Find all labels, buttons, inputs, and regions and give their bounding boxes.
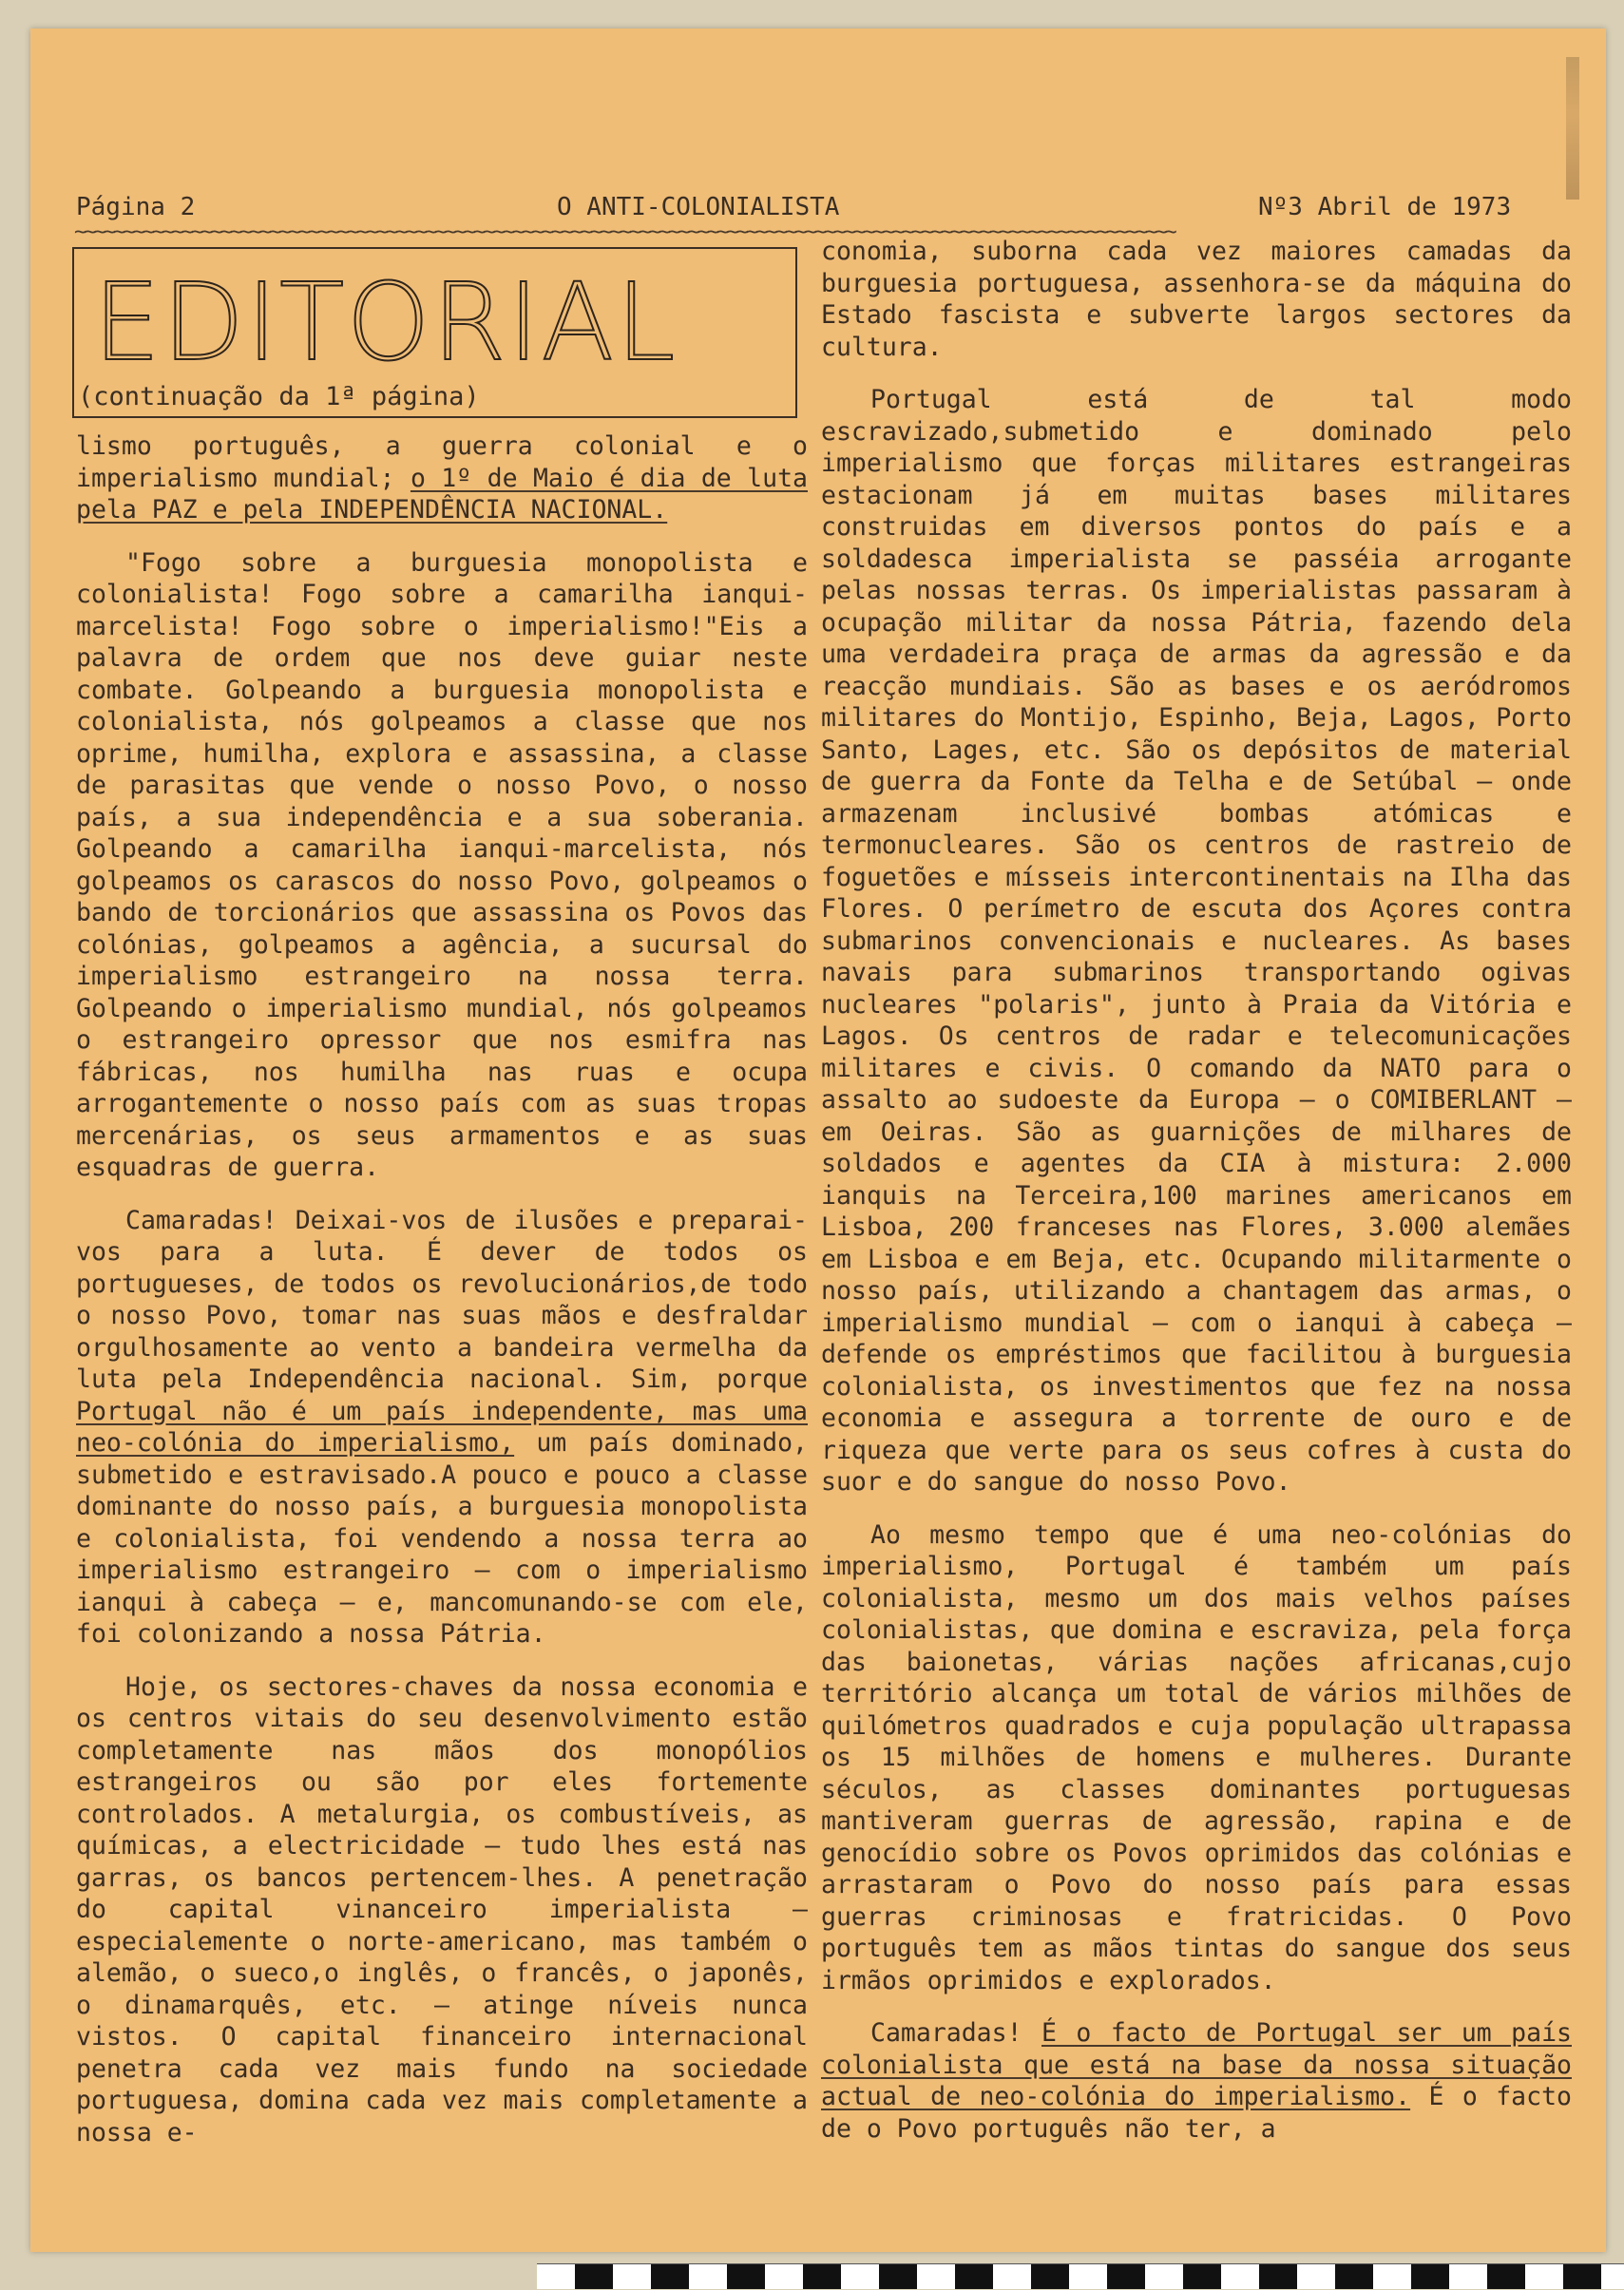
- editorial-title: EDITORIAL: [93, 261, 678, 385]
- paragraph-text: Ao mesmo tempo que é uma neo-colónias do imperialismo, Portugal é também um país colonialista, mesmo um dos mais velhos países colonialistas, que domina e escraviza, pela força das baionetas, várias nações africanas,cujo território alcança um total de vários milhões de quilómetros quadrados e cuja população ultrapassa os 15 milhões de homens e mulheres. Durante séculos, as classes dominantes portuguesas mantiveram guerras de agressão, rapina e de genocídio sobre os Povos oprimidos das colónias e arrastaram o Povo do nosso país para essas guerras criminosas e fratricidas. O Povo português tem as mãos tintas do sangue dos seus irmãos oprimidos e explorados.: [821, 1519, 1572, 1995]
- publication-title: O ANTI-COLONIALISTA: [557, 193, 840, 221]
- left-column: [76, 430, 808, 2169]
- paragraph-text: lismo português, a guerra colonial e o imperialismo mundial;: [76, 431, 808, 493]
- paragraph: [821, 384, 1572, 1498]
- paragraph: [76, 1205, 808, 1651]
- underlined-text: o 1º de Maio é dia de luta pela PAZ e pela INDEPENDÊNCIA NACIONAL.: [76, 463, 808, 525]
- paragraph: [821, 2017, 1572, 2145]
- paragraph-text: É o facto de o Povo português não ter, a: [821, 2082, 1573, 2144]
- scale-ruler: [537, 2263, 1624, 2289]
- paragraph-text: um país dominado, submetido e estravisado.A pouco e pouco a classe dominante do nosso país, a burguesia monopolista e colonialista, foi vendendo a nossa terra ao imperialismo estrangeiro — com o imperialismo ianqui à cabeça — e, mancomunando-se com ele, foi colonizando a nossa Pátria.: [76, 1428, 808, 1649]
- staple-mark: [1566, 57, 1579, 200]
- paragraph: [76, 1671, 808, 2149]
- paragraph-text: Hoje, os sectores-chaves da nossa economia e os centros vitais do seu desenvolvimento estão completamente nas mãos dos monopólios estrangeiros ou são por eles fortemente controlados. A metalurgia, os combustíveis, as químicas, a electricidade — tudo lhes está nas garras, os bancos pertencem-lhes. A penetração do capital vinanceiro imperialista — especialemente o norte-americano, mas também o alemão, o sueco,o inglês, o francês, o japonês, o dinamarquês, etc. — atinge níveis nunca vistos. O capital financeiro internacional penetra cada vez mais fundo na sociedade portuguesa, domina cada vez mais completamente a nossa e-: [76, 1671, 808, 2147]
- paragraph-text: "Fogo sobre a burguesia monopolista e colonialista! Fogo sobre a camarilha ianqui-marcelista! Fogo sobre o imperialismo!"Eis a palavra de ordem que nos deve guiar neste combate. Golpeando a burguesia monopolista e colonialista, nós golpeamos a classe que nos oprime, humilha, explora e assassina, a classe de parasitas que vende o nosso Povo, o nosso país, a sua independência e a sua soberania. Golpeando a camarilha ianqui-marcelista, nós golpeamos os carascos do nosso Povo, golpeamos o bando de torcionários que assassina os Povos das colónias, golpeamos a agência, a sucursal do imperialismo estrangeiro na nossa terra. Golpeando o imperialismo mundial, nós golpeamos o estrangeiro opressor que nos esmifra nas fábricas, nos humilha nas ruas e ocupa arrogantemente o nosso país com as suas tropas mercenárias, os seus armamentos e as suas esquadras de guerra.: [76, 547, 808, 1182]
- editorial-subtitle: (continuação da 1ª página): [78, 382, 480, 411]
- paragraph: [76, 547, 808, 1184]
- page-number: Página 2: [76, 193, 196, 221]
- paragraph: [76, 430, 808, 526]
- underlined-text: Portugal não é um país independente, mas uma neo-colónia do imperialismo,: [76, 1396, 808, 1458]
- paragraph-text: Camaradas!: [870, 2018, 1041, 2048]
- issue-date: Nº3 Abril de 1973: [1258, 193, 1512, 221]
- editorial-title-box: [72, 247, 797, 418]
- paragraph: [821, 1519, 1572, 1997]
- paragraph-text: conomia, suborna cada vez maiores camadas da burguesia portuguesa, assenhora-se da máquina do Estado fascista e subverte largos sectores da cultura.: [821, 237, 1572, 362]
- right-column: [821, 236, 1572, 2166]
- underlined-text: É o facto de Portugal ser um país colonialista que está na base da nossa situação actual de neo-colónia do imperialismo.: [821, 2018, 1572, 2111]
- paragraph: [821, 236, 1572, 363]
- paragraph-text: Portugal está de tal modo escravizado,submetido e dominado pelo imperialismo que forças militares estrangeiras estacionam já em muitas bases militares construidas em diversos pontos do país e a soldadesca imperialista se passéia arrogante pelas nossas terras. Os imperialistas passaram à ocupação militar da nossa Pátria, fazendo dela uma verdadeira praça de armas da agressão e da reacção mundiais. São as bases e os aeródromos militares do Montijo, Espinho, Beja, Lagos, Porto Santo, Lages, etc. São os depósitos de material de guerra da Fonte da Telha e de Setúbal — onde armazenam inclusivé bombas atómicas e termonucleares. São os centros de rastreio de foguetões e mísseis intercontinentais na Ilha das Flores. O perímetro de escuta dos Açores contra submarinos convencionais e nucleares. As bases navais para submarinos transportando ogivas nucleares "polaris", junto à Praia da Vitória e Lagos. Os centros de radar e telecomunicações militares e civis. O comando da NATO para o assalto ao sudoeste da Europa — o COMIBERLANT — em Oeiras. São as guarnições de milhares de soldados e agentes da CIA à mistura: 2.000 ianquis na Terceira,100 marines americanos em Lisboa, 200 franceses nas Flores, 3.000 alemães em Lisboa e em Beja, etc. Ocupando militarmente o nosso país, utilizando a chantagem das armas, o imperialismo mundial — com o ianqui à cabeça — defende os empréstimos que facilitou à burguesia colonialista, os investimentos que fez na nossa economia e assegura a torrente de ouro e de riqueza que verte para os seus cofres à custa do suor e do sangue do nosso Povo.: [821, 385, 1572, 1497]
- header-divider: ~~~~~~~~~~~~~~~~~~~~~~~~~~~~~~~~~~~~~~~~~~~~~~~~~~~~~~~~~~~~~~~~~~~~~~~~~~~~~~~~~~~~~~~~~~~~~~~~~~~~~~~~~~~~~~~~~: [74, 220, 1175, 238]
- paragraph-text: Camaradas! Deixai-vos de ilusões e preparai-vos para a luta. É dever de todos os portugueses, de todos os revolucionários,de todo o nosso Povo, tomar nas suas mãos e desfraldar orgulhosamente ao vento a bandeira vermelha da luta pela Independência nacional. Sim, porque: [76, 1205, 808, 1394]
